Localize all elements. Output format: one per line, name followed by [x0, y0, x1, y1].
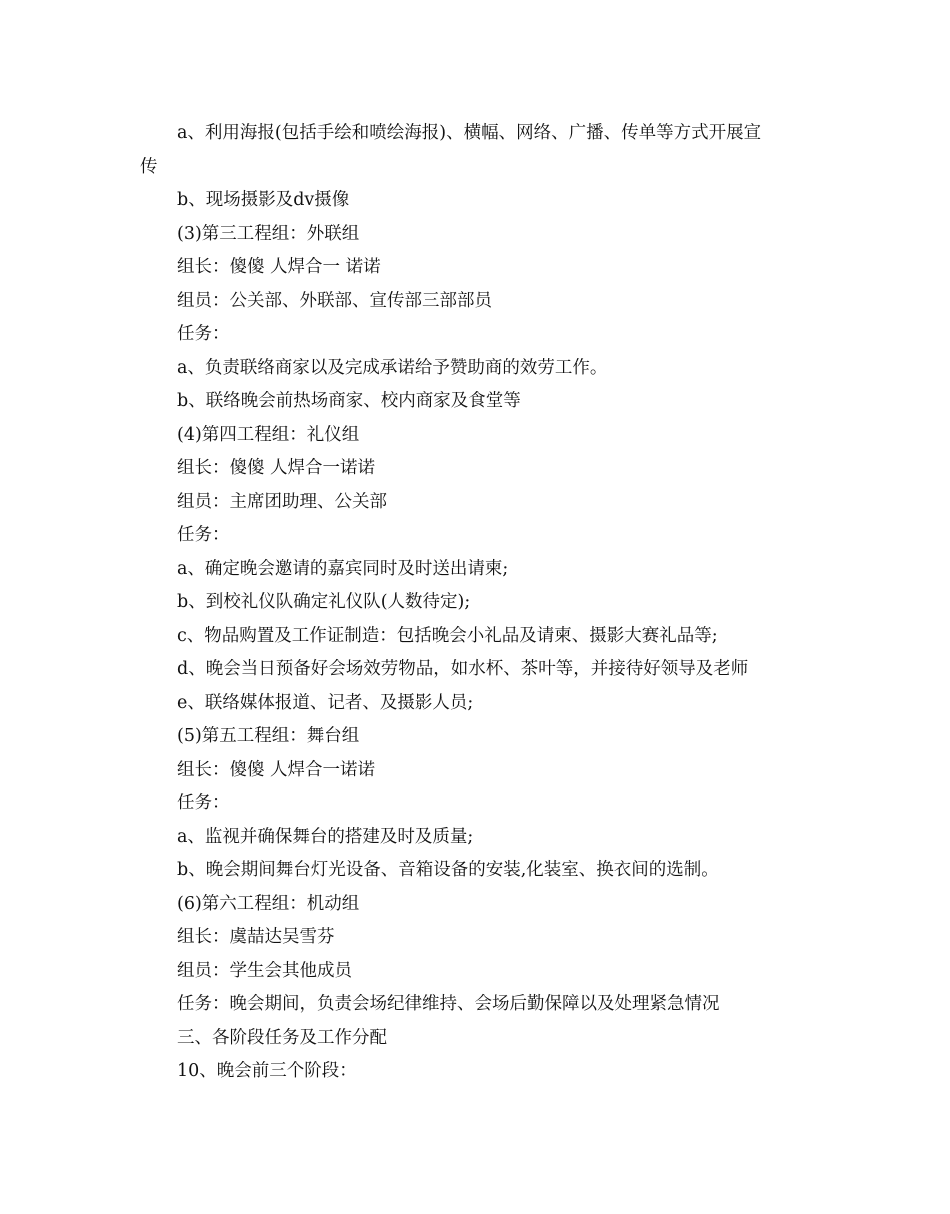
- text-line: (4)第四工程组：礼仪组: [177, 424, 360, 445]
- text-line: e、联络媒体报道、记者、及摄影人员;: [177, 692, 474, 713]
- text-line: b、晚会期间舞台灯光设备、音箱设备的安装,化装室、换衣间的选制。: [177, 860, 719, 880]
- text-line: b、联络晚会前热场商家、校内商家及食堂等: [177, 391, 521, 411]
- text-line: 组长：傻傻 人焊合一诺诺: [177, 458, 376, 478]
- text-line: 组员：公关部、外联部、宣传部三部部员: [177, 290, 492, 311]
- text-line: 10、晚会前三个阶段：: [177, 1061, 357, 1081]
- text-line: 三、各阶段任务及工作分配: [177, 1027, 387, 1048]
- text-line: 任务：晚会期间，负责会场纪律维持、会场后勤保障以及处理紧急情况: [177, 994, 720, 1014]
- text-line: 组员：学生会其他成员: [177, 960, 352, 981]
- text-line: 组长：傻傻 人焊合一 诺诺: [177, 257, 381, 277]
- text-line: a、监视并确保舞台的搭建及时及质量;: [177, 826, 474, 847]
- text-line: 组员：主席团助理、公关部: [177, 491, 387, 512]
- text-line: b、现场摄影及dv摄像: [177, 190, 350, 210]
- text-line: d、晚会当日预备好会场效劳物品，如水杯、茶叶等，并接待好领导及老师: [177, 659, 749, 679]
- text-line: 任务：: [177, 525, 230, 545]
- document-body: [140, 117, 820, 1089]
- text-line: b、到校礼仪队确定礼仪队(人数待定);: [177, 592, 471, 612]
- text-line: a、利用海报(包括手绘和喷绘海报)、横幅、网络、广播、传单等方式开展宣: [177, 123, 762, 143]
- text-line: (6)第六工程组：机动组: [177, 893, 360, 914]
- text-line: (3)第三工程组：外联组: [177, 223, 360, 244]
- text-line: 组长：傻傻 人焊合一诺诺: [177, 759, 376, 780]
- text-line: 任务：: [177, 793, 230, 813]
- text-line: a、负责联络商家以及完成承诺给予赞助商的效劳工作。: [177, 357, 608, 378]
- text-line: c、物品购置及工作证制造：包括晚会小礼品及请柬、摄影大赛礼品等;: [177, 625, 718, 646]
- text-line: (5)第五工程组：舞台组: [177, 726, 360, 746]
- text-line: a、确定晚会邀请的嘉宾同时及时送出请柬;: [177, 558, 509, 579]
- text-line: 传: [140, 156, 158, 177]
- text-line: 组长：虞喆达吴雪芬: [177, 927, 335, 947]
- text-line: 任务：: [177, 324, 230, 344]
